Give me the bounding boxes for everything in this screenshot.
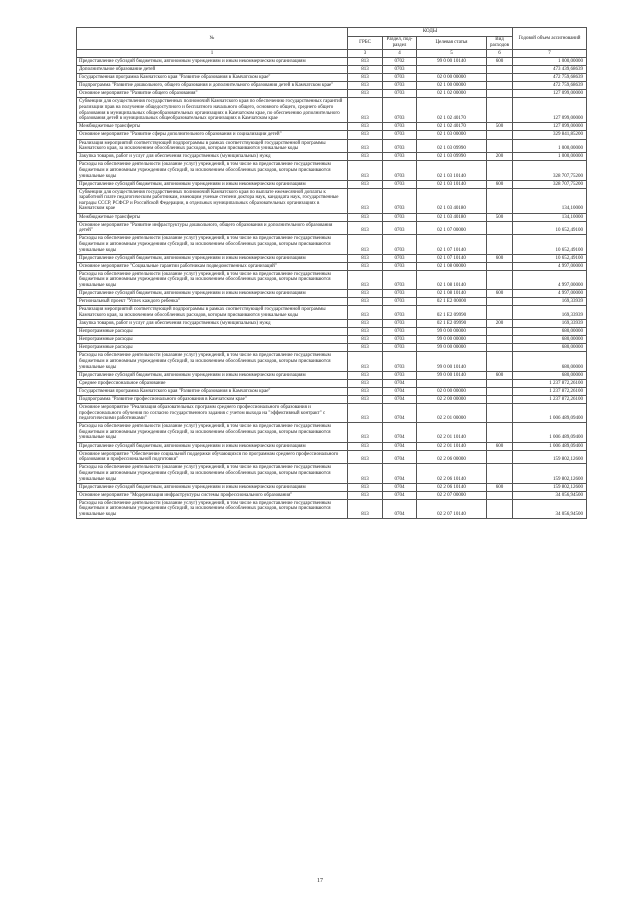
row-grbs: 813 <box>348 123 383 131</box>
row-section: 0704 <box>383 395 417 403</box>
row-amount: 169,33939 <box>513 306 587 320</box>
row-name: Дополнительное образование детей <box>77 66 348 74</box>
row-name: Расходы на обеспечение деятельности (оказание услуг) учреждений, в том числе на предоставление государственным бюджетным и автономным учреждениям субсидий, за исключением обособленных расходов, которым присваиваются уникальные коды <box>77 464 348 483</box>
row-amount: 34 056,94500 <box>513 491 587 499</box>
row-expense-type: 500 <box>487 123 513 131</box>
row-name: Закупка товаров, работ и услуг для обеспечения государственных (муниципальных) нужд <box>77 319 348 327</box>
row-target: 02 1 08 00000 <box>417 262 487 270</box>
row-amount: 680,00000 <box>513 344 587 352</box>
row-expense-type <box>487 306 513 320</box>
row-expense-type <box>487 499 513 518</box>
row-section: 0703 <box>383 262 417 270</box>
row-target: 02 0 00 00000 <box>417 74 487 82</box>
row-section: 0703 <box>383 328 417 336</box>
row-section: 0703 <box>383 352 417 371</box>
row-expense-type <box>487 161 513 180</box>
row-name: Субвенции для осуществления государственных полномочий Камчатского края по выплате ежемесячной доплаты к заработной плате педагогическим работникам, имеющим ученые степени доктора наук, кандидата наук, государственные награды СССР, РСФСР и Российской Федерации, в отдельных муниципальных образовательных организациях в Камчатском крае <box>77 188 348 213</box>
table-body <box>77 58 587 519</box>
row-expense-type <box>487 66 513 74</box>
table-row <box>77 404 587 423</box>
row-amount: 127 099,00000 <box>513 90 587 98</box>
row-grbs: 813 <box>348 66 383 74</box>
row-expense-type: 500 <box>487 213 513 221</box>
row-amount: 329 841,85200 <box>513 131 587 139</box>
table-row <box>77 491 587 499</box>
row-grbs: 813 <box>348 235 383 254</box>
row-grbs: 813 <box>348 306 383 320</box>
row-expense-type: 600 <box>487 290 513 298</box>
row-target: 02 1 03 10140 <box>417 180 487 188</box>
row-section: 0704 <box>383 404 417 423</box>
row-section: 0703 <box>383 74 417 82</box>
header-number: № <box>77 28 348 50</box>
row-amount: 134,10000 <box>513 213 587 221</box>
table-row <box>77 379 587 387</box>
row-name: Непрограммные расходы <box>77 328 348 336</box>
row-amount: 472 759,68639 <box>513 74 587 82</box>
row-expense-type <box>487 82 513 90</box>
row-grbs: 813 <box>348 98 383 123</box>
row-target: 02 1 07 00000 <box>417 221 487 235</box>
row-grbs: 813 <box>348 344 383 352</box>
row-grbs: 813 <box>348 395 383 403</box>
row-expense-type: 600 <box>487 58 513 66</box>
row-target: 99 0 00 10140 <box>417 371 487 379</box>
row-grbs: 813 <box>348 298 383 306</box>
row-expense-type: 600 <box>487 371 513 379</box>
table-row <box>77 464 587 483</box>
row-name: Реализация мероприятий соответствующей подпрограммы в рамках соответствующей государственной программы Камчатского края, за исключением обособленных расходов, которым присваиваются уникальные коды <box>77 306 348 320</box>
table-row <box>77 344 587 352</box>
row-amount: 1 006 489,09400 <box>513 404 587 423</box>
row-amount: 473 439,68639 <box>513 66 587 74</box>
row-section: 0703 <box>383 66 417 74</box>
table-row <box>77 90 587 98</box>
row-expense-type <box>487 344 513 352</box>
row-name: Предоставление субсидий бюджетным, автономным учреждениям и иным некоммерческим организациям <box>77 290 348 298</box>
row-target: 02 1 02 40170 <box>417 123 487 131</box>
table-row <box>77 262 587 270</box>
row-amount: 680,00000 <box>513 371 587 379</box>
table-row <box>77 290 587 298</box>
column-number-3: 3 <box>348 50 383 58</box>
row-expense-type <box>487 221 513 235</box>
row-name: Непрограммные расходы <box>77 344 348 352</box>
table-row <box>77 66 587 74</box>
row-grbs: 813 <box>348 336 383 344</box>
row-amount: 680,00000 <box>513 328 587 336</box>
row-section: 0703 <box>383 153 417 161</box>
row-grbs: 813 <box>348 352 383 371</box>
row-amount: 1 000,00000 <box>513 139 587 153</box>
row-target <box>417 379 487 387</box>
table-row <box>77 139 587 153</box>
header-grbs: ГРБС <box>348 37 383 50</box>
row-expense-type <box>487 404 513 423</box>
table-row <box>77 82 587 90</box>
table-row <box>77 221 587 235</box>
row-target: 02 2 07 10140 <box>417 499 487 518</box>
row-target: 02 1 08 10140 <box>417 290 487 298</box>
table-row <box>77 483 587 491</box>
row-amount: 328 707,75200 <box>513 161 587 180</box>
row-grbs: 813 <box>348 404 383 423</box>
row-section: 0703 <box>383 188 417 213</box>
row-amount: 134,10000 <box>513 188 587 213</box>
table-row <box>77 235 587 254</box>
table-row <box>77 387 587 395</box>
row-section: 0703 <box>383 319 417 327</box>
row-grbs: 813 <box>348 423 383 442</box>
row-section: 0703 <box>383 161 417 180</box>
row-section: 0703 <box>383 344 417 352</box>
row-grbs: 813 <box>348 180 383 188</box>
row-expense-type <box>487 328 513 336</box>
table-row <box>77 499 587 518</box>
row-expense-type: 600 <box>487 180 513 188</box>
header-section: Раздел, под-раздел <box>383 37 417 50</box>
row-section: 0703 <box>383 180 417 188</box>
row-target: 02 1 E2 09990 <box>417 319 487 327</box>
row-expense-type <box>487 90 513 98</box>
row-amount: 1 000,00000 <box>513 153 587 161</box>
row-grbs: 813 <box>348 139 383 153</box>
row-amount: 4 997,00000 <box>513 262 587 270</box>
row-name: Основное мероприятие "Социальные гарантии работникам подведомственных организаций" <box>77 262 348 270</box>
row-name: Региональный проект "Успех каждого ребенка" <box>77 298 348 306</box>
row-section: 0703 <box>383 336 417 344</box>
row-name: Реализация мероприятий соответствующей подпрограммы в рамках соответствующей государственной программы Камчатского края, за исключением обособленных расходов, которым присваиваются уникальные коды <box>77 139 348 153</box>
row-section: 0703 <box>383 270 417 289</box>
row-target: 02 2 01 10140 <box>417 423 487 442</box>
row-amount: 328 707,75200 <box>513 180 587 188</box>
table-row <box>77 371 587 379</box>
row-amount: 1 237 872,26100 <box>513 379 587 387</box>
row-grbs: 813 <box>348 499 383 518</box>
row-section: 0703 <box>383 306 417 320</box>
row-expense-type <box>487 423 513 442</box>
row-amount: 10 652,49100 <box>513 221 587 235</box>
row-target: 02 1 02 00000 <box>417 90 487 98</box>
row-section: 0704 <box>383 491 417 499</box>
row-amount: 10 652,49100 <box>513 235 587 254</box>
row-grbs: 813 <box>348 387 383 395</box>
row-amount: 4 997,00000 <box>513 270 587 289</box>
row-name: Межбюджетные трансферты <box>77 123 348 131</box>
row-grbs: 813 <box>348 328 383 336</box>
column-number-4: 4 <box>383 50 417 58</box>
row-amount: 159 802,12600 <box>513 464 587 483</box>
row-expense-type <box>487 395 513 403</box>
row-grbs: 813 <box>348 270 383 289</box>
row-target: 02 1 07 10140 <box>417 235 487 254</box>
table-row <box>77 352 587 371</box>
table-row <box>77 423 587 442</box>
row-grbs: 813 <box>348 254 383 262</box>
table-row <box>77 131 587 139</box>
row-section: 0704 <box>383 499 417 518</box>
row-target: 02 1 00 00000 <box>417 82 487 90</box>
table-row <box>77 74 587 82</box>
row-name: Расходы на обеспечение деятельности (оказание услуг) учреждений, в том числе на предоставление государственным бюджетным и автономным учреждениям субсидий, за исключением обособленных расходов, которым присваиваются уникальные коды <box>77 499 348 518</box>
row-section: 0704 <box>383 387 417 395</box>
row-expense-type <box>487 262 513 270</box>
column-number-7: 7 <box>513 50 587 58</box>
row-section: 0704 <box>383 442 417 450</box>
row-grbs: 813 <box>348 464 383 483</box>
row-target: 02 1 03 40180 <box>417 188 487 213</box>
table-row <box>77 161 587 180</box>
row-target: 02 1 03 09990 <box>417 153 487 161</box>
column-number-6: 6 <box>487 50 513 58</box>
row-grbs: 813 <box>348 213 383 221</box>
row-amount: 127 099,00000 <box>513 123 587 131</box>
row-name: Основное мероприятие "Развитие сферы дополнительного образования и социализации детей" <box>77 131 348 139</box>
row-grbs: 813 <box>348 90 383 98</box>
row-expense-type <box>487 387 513 395</box>
row-section: 0704 <box>383 483 417 491</box>
row-target: 02 1 08 10140 <box>417 270 487 289</box>
row-amount: 1 006 489,09400 <box>513 442 587 450</box>
row-target: 02 2 01 10140 <box>417 442 487 450</box>
row-section: 0703 <box>383 235 417 254</box>
row-section: 0702 <box>383 58 417 66</box>
row-target <box>417 66 487 74</box>
row-target: 02 1 03 09990 <box>417 139 487 153</box>
row-amount: 680,00000 <box>513 336 587 344</box>
row-expense-type: 600 <box>487 483 513 491</box>
row-name: Непрограммные расходы <box>77 336 348 344</box>
row-expense-type <box>487 379 513 387</box>
row-target: 02 1 03 40180 <box>417 213 487 221</box>
table-row <box>77 450 587 464</box>
row-expense-type <box>487 298 513 306</box>
row-target: 02 2 07 00000 <box>417 491 487 499</box>
row-name: Государственная программа Камчатского края "Развитие образования в Камчатском крае" <box>77 74 348 82</box>
table-row <box>77 328 587 336</box>
row-amount: 4 997,00000 <box>513 290 587 298</box>
row-name: Подпрограмма "Развитие профессионального образования в Камчатском крае" <box>77 395 348 403</box>
row-section: 0703 <box>383 298 417 306</box>
row-expense-type <box>487 188 513 213</box>
row-target: 99 0 00 00000 <box>417 344 487 352</box>
row-amount: 1 237 872,26100 <box>513 395 587 403</box>
row-expense-type <box>487 464 513 483</box>
table-row <box>77 442 587 450</box>
row-grbs: 813 <box>348 442 383 450</box>
row-grbs: 813 <box>348 74 383 82</box>
row-grbs: 813 <box>348 450 383 464</box>
row-name: Расходы на обеспечение деятельности (оказание услуг) учреждений, в том числе на предоставление государственным бюджетным и автономным учреждениям субсидий, за исключением обособленных расходов, которым присваиваются уникальные коды <box>77 161 348 180</box>
row-section: 0703 <box>383 213 417 221</box>
column-number-1: 1 <box>77 50 348 58</box>
row-amount: 159 802,12600 <box>513 483 587 491</box>
header-amount: Годовой объем ассигнований <box>513 28 587 50</box>
row-grbs: 813 <box>348 82 383 90</box>
row-target: 02 2 06 00000 <box>417 450 487 464</box>
row-name: Государственная программа Камчатского края "Развитие образования в Камчатском крае" <box>77 387 348 395</box>
table-row <box>77 395 587 403</box>
row-section: 0703 <box>383 139 417 153</box>
row-expense-type <box>487 74 513 82</box>
row-section: 0703 <box>383 371 417 379</box>
row-section: 0703 <box>383 290 417 298</box>
budget-table <box>76 27 587 519</box>
row-amount: 1 237 872,26100 <box>513 387 587 395</box>
row-amount: 1 006 489,09400 <box>513 423 587 442</box>
row-name: Предоставление субсидий бюджетным, автономным учреждениям и иным некоммерческим организациям <box>77 371 348 379</box>
row-expense-type <box>487 139 513 153</box>
row-section: 0703 <box>383 254 417 262</box>
row-grbs: 813 <box>348 483 383 491</box>
row-expense-type: 200 <box>487 153 513 161</box>
row-name: Закупка товаров, работ и услуг для обеспечения государственных (муниципальных) нужд <box>77 153 348 161</box>
row-target: 02 2 06 10140 <box>417 483 487 491</box>
row-name: Подпрограмма "Развитие дошкольного, общего образования и дополнительного образования детей в Камчатском крае" <box>77 82 348 90</box>
row-amount: 680,00000 <box>513 352 587 371</box>
row-target: 02 2 00 00000 <box>417 395 487 403</box>
row-target: 02 1 07 10140 <box>417 254 487 262</box>
row-target: 02 1 E2 00000 <box>417 298 487 306</box>
table-row <box>77 319 587 327</box>
table-row <box>77 188 587 213</box>
row-expense-type <box>487 450 513 464</box>
table-row <box>77 180 587 188</box>
row-expense-type: 600 <box>487 442 513 450</box>
row-name: Расходы на обеспечение деятельности (оказание услуг) учреждений, в том числе на предоставление государственным бюджетным и автономным учреждениям субсидий, за исключением обособленных расходов, которым присваиваются уникальные коды <box>77 423 348 442</box>
row-amount: 472 759,68639 <box>513 82 587 90</box>
row-name: Межбюджетные трансферты <box>77 213 348 221</box>
row-section: 0703 <box>383 98 417 123</box>
row-section: 0703 <box>383 221 417 235</box>
row-expense-type <box>487 98 513 123</box>
table-row <box>77 98 587 123</box>
row-target: 99 0 00 10140 <box>417 58 487 66</box>
row-grbs: 813 <box>348 262 383 270</box>
row-name: Основное мероприятие "Развитие инфраструктуры дошкольного, общего образования и дополнительного образования детей" <box>77 221 348 235</box>
table-row <box>77 306 587 320</box>
table-row <box>77 123 587 131</box>
row-amount: 159 802,12600 <box>513 450 587 464</box>
row-section: 0703 <box>383 82 417 90</box>
row-target: 99 0 00 00000 <box>417 336 487 344</box>
row-target: 02 0 00 00000 <box>417 387 487 395</box>
row-grbs: 813 <box>348 491 383 499</box>
row-grbs: 813 <box>348 319 383 327</box>
table-row <box>77 254 587 262</box>
row-section: 0704 <box>383 423 417 442</box>
row-section: 0703 <box>383 131 417 139</box>
row-expense-type <box>487 336 513 344</box>
row-target: 99 0 00 10140 <box>417 352 487 371</box>
row-expense-type <box>487 235 513 254</box>
column-number-5: 5 <box>417 50 487 58</box>
table-row <box>77 336 587 344</box>
row-name: Предоставление субсидий бюджетным, автономным учреждениям и иным некоммерческим организациям <box>77 442 348 450</box>
row-target: 99 0 00 00000 <box>417 328 487 336</box>
row-amount: 127 099,00000 <box>513 98 587 123</box>
row-grbs: 813 <box>348 58 383 66</box>
row-target: 02 1 02 40170 <box>417 98 487 123</box>
row-name: Предоставление субсидий бюджетным, автономным учреждениям и иным некоммерческим организациям <box>77 180 348 188</box>
row-name: Субвенции для осуществления государственных полномочий Камчатского края по обеспечению государственных гарантий реализации прав на получение общедоступного и бесплатного начального общего, основного общего, среднего общего образования в муниципальных общеобразовательных организациях в Камчатском крае, по обеспечению дополнительного образования детей в муниципальных общеобразовательных организациях в Камчатском крае <box>77 98 348 123</box>
row-target: 02 1 E2 09990 <box>417 306 487 320</box>
row-grbs: 813 <box>348 188 383 213</box>
budget-table-sheet <box>76 27 586 519</box>
row-name: Основное мероприятие "Развитие общего образования" <box>77 90 348 98</box>
row-grbs: 813 <box>348 161 383 180</box>
row-name: Предоставление субсидий бюджетным, автономным учреждениям и иным некоммерческим организациям <box>77 58 348 66</box>
row-grbs: 813 <box>348 379 383 387</box>
row-amount: 34 056,94500 <box>513 499 587 518</box>
row-name: Среднее профессиональное образование <box>77 379 348 387</box>
row-section: 0704 <box>383 379 417 387</box>
row-amount: 169,33939 <box>513 298 587 306</box>
row-amount: 169,33939 <box>513 319 587 327</box>
table-row <box>77 153 587 161</box>
row-name: Основное мероприятие "Модернизация инфраструктуры системы профессионального образования" <box>77 491 348 499</box>
row-name: Предоставление субсидий бюджетным, автономным учреждениям и иным некоммерческим организациям <box>77 483 348 491</box>
row-name: Расходы на обеспечение деятельности (оказание услуг) учреждений, в том числе на предоставление государственным бюджетным и автономным учреждениям субсидий, за исключением обособленных расходов, которым присваиваются уникальные коды <box>77 352 348 371</box>
row-target: 02 1 03 10140 <box>417 161 487 180</box>
row-target: 02 2 06 10140 <box>417 464 487 483</box>
row-grbs: 813 <box>348 290 383 298</box>
row-section: 0704 <box>383 450 417 464</box>
header-codes: КОДЫ <box>348 28 513 37</box>
table-row <box>77 298 587 306</box>
row-name: Расходы на обеспечение деятельности (оказание услуг) учреждений, в том числе на предоставление государственным бюджетным и автономным учреждениям субсидий, за исключением обособленных расходов, которым присваиваются уникальные коды <box>77 235 348 254</box>
row-grbs: 813 <box>348 153 383 161</box>
header-expense-type: Вид расходов <box>487 37 513 50</box>
table-row <box>77 270 587 289</box>
row-name: Расходы на обеспечение деятельности (оказание услуг) учреждений, в том числе на предоставление государственным бюджетным и автономным учреждениям субсидий, за исключением обособленных расходов, которым присваиваются уникальные коды <box>77 270 348 289</box>
header-target: Целевая статья <box>417 37 487 50</box>
page-number: 17 <box>317 878 323 884</box>
row-name: Предоставление субсидий бюджетным, автономным учреждениям и иным некоммерческим организациям <box>77 254 348 262</box>
row-target: 02 2 01 00000 <box>417 404 487 423</box>
row-expense-type: 600 <box>487 254 513 262</box>
row-grbs: 813 <box>348 371 383 379</box>
row-grbs: 813 <box>348 221 383 235</box>
row-expense-type <box>487 270 513 289</box>
row-section: 0703 <box>383 90 417 98</box>
row-section: 0703 <box>383 123 417 131</box>
row-section: 0704 <box>383 464 417 483</box>
row-expense-type <box>487 352 513 371</box>
row-amount: 1 000,00000 <box>513 58 587 66</box>
row-target: 02 1 03 00000 <box>417 131 487 139</box>
row-expense-type <box>487 491 513 499</box>
row-expense-type: 200 <box>487 319 513 327</box>
row-expense-type <box>487 131 513 139</box>
row-name: Основное мероприятие "Реализация образовательных программ среднего профессионального образования и профессионального обучения по согласно государственного задания с учетом выхода на "эффективный контракт" с педагогическими работниками" <box>77 404 348 423</box>
table-row <box>77 213 587 221</box>
row-amount: 10 652,49100 <box>513 254 587 262</box>
table-row <box>77 58 587 66</box>
row-name: Основное мероприятие "Обеспечение социальной поддержки обучающихся по программам среднего профессионального образования и профессиональной подготовки" <box>77 450 348 464</box>
row-grbs: 813 <box>348 131 383 139</box>
